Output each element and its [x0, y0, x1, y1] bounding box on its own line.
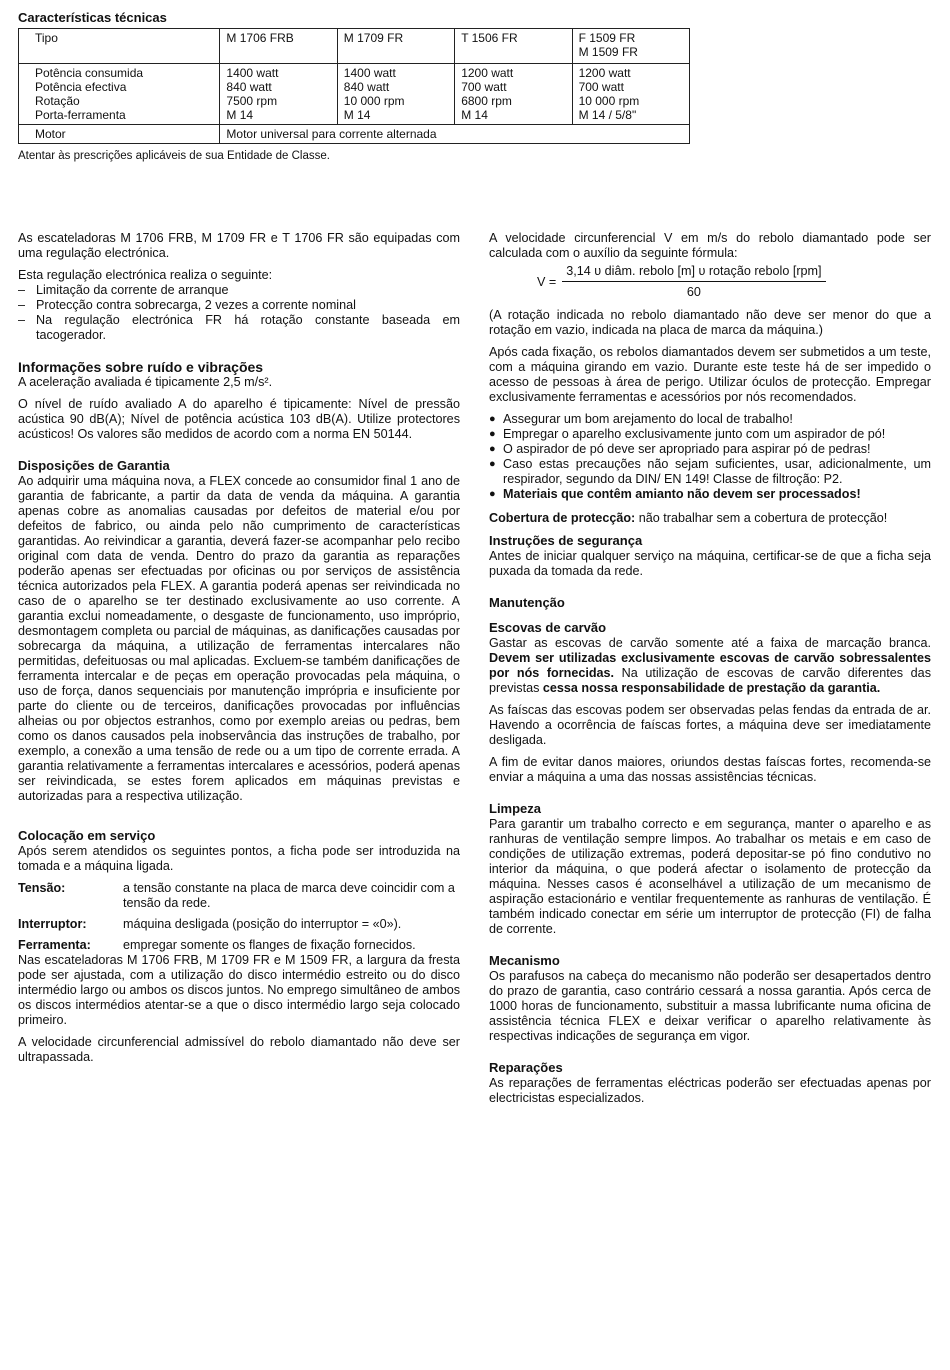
cover-paragraph	[489, 511, 931, 526]
motor-value: Motor universal para corrente alternada	[220, 125, 690, 144]
spec-cell: 1400 watt	[343, 66, 396, 80]
spec-cell: 1400 watt	[226, 66, 279, 80]
formula-intro: A velocidade circunferencial V em m/s do rebolo diamantado pode ser calculada com o auxílio da seguinte fórmula:	[489, 231, 931, 260]
sparks-text-2: A fim de evitar danos maiores, oriundos destas faíscas fortes, recomenda-se enviar a máquina a uma das nossas assistências técnicas.	[489, 755, 931, 784]
spec-labels	[19, 64, 220, 125]
spec-cell: 10 000 rpm	[343, 94, 405, 108]
definition-row	[18, 938, 460, 953]
model-4: F 1509 FR M 1509 FR	[572, 29, 689, 64]
repairs-text: As reparações de ferramentas eléctricas poderão ser efectuadas apenas por electricistas especializados.	[489, 1076, 931, 1105]
brushes-text: Gastar as escovas de carvão somente até a faixa de marcação branca. Devem ser utilizadas exclusivamente escovas de carvão sobressalentes por nós fornecidas. Na utilização de escovas de carvão diferentes das previstas cessa nossa responsabilidade de prestação da garantia.	[489, 636, 931, 695]
spec-cell: 6800 rpm	[461, 94, 512, 108]
spec-cell: 1200 watt	[461, 66, 514, 80]
switch-term: Interruptor:	[18, 917, 87, 931]
brushes-heading: Escovas de carvão	[489, 620, 607, 635]
spec-cell: 840 watt	[343, 80, 390, 94]
formula-numerator: 3,14 υ diâm. rebolo [m] υ rotação rebolo [rpm]	[562, 264, 825, 282]
spec-cell: 700 watt	[578, 80, 624, 94]
list-item: ● Materiais que contêm amianto não devem ser processados!	[489, 487, 861, 501]
spec-col-1	[220, 64, 337, 125]
specs-note: Atentar às prescrições aplicáveis de sua Entidade de Classe.	[18, 150, 330, 162]
formula-lhs: V =	[537, 274, 557, 289]
sparks-text: As faíscas das escovas podem ser observadas pelas fendas da entrada de ar. Havendo a ocorrência de faíscas fortes, a máquina deve ser imediatamente desligada.	[489, 703, 931, 747]
motor-label: Motor	[19, 125, 220, 144]
right-column	[489, 231, 931, 1113]
list-item: ● Empregar o aparelho exclusivamente junto com um aspirador de pó!	[489, 427, 886, 441]
spec-cell: 840 watt	[226, 80, 272, 94]
cover-text: não trabalhar sem a cobertura de protecção!	[638, 511, 888, 525]
spec-col-3	[455, 64, 572, 125]
definition-row	[18, 917, 460, 932]
mechanism-heading: Mecanismo	[489, 953, 560, 968]
model-2: M 1709 FR	[337, 29, 454, 64]
spec-cell: 1200 watt	[578, 66, 631, 80]
switch-definition: máquina desligada (posição do interruptor = «0»).	[123, 917, 402, 931]
spec-cell: 700 watt	[461, 80, 507, 94]
formula-fraction	[562, 264, 825, 300]
left-column	[18, 231, 460, 1072]
definition-row	[18, 881, 460, 911]
warranty-text: Ao adquirir uma máquina nova, a FLEX concede ao consumidor final 1 ano de garantia de fabricante, a partir da data de venda da máquina. A garantia apenas cobre as anomalias causadas por defeitos de material e/ou por defeitos de fabrico, ou ainda pelo não cumprimento de características garantidas. Ao reivindicar a garantia, deverá fazer-se acompanhar pelo recibo original com data de venda. Dentro do prazo da garantia as reparações poderão apenas ser efectuadas por oficinas ou por serviços de assistência técnica autorizados pela FLEX. A garantia poderá apenas ser reivindicada no caso de o aparelho se ter destinado exclusivamente ao uso corrente. A garantia exclui nomeadamente, o desgaste de funcionamento, uso impróprio, desmontagem completa ou parcial de máquinas, as danificações causadas por sobrecarga da máquina, a utilização de ferramentas intercalares não permitidas, defeituosas ou mal aplicadas. Excluem-se também danificações de ferramenta intercalar e de peças em operação provocadas pela máquina, o uso de força, danos sequenciais por manutenção imprópria e insuficiente por parte do cliente ou de terceiros, danificações provocadas por influências alheias ou por objectos estranhos, como por exemplo areias ou pedras, bem como os danos causados pela inobservância das instruções de trabalho, por exemplo, a conexão a uma tensão de rede ou a um tipo de corrente errada. A garantia relativamente a ferramentas intercalares e acessórios, poderá apenas ser reivindicada, se estes forem aplicados em máquinas previstas e autorizadas para a respectiva utilização.	[18, 474, 460, 803]
safety-text: Antes de iniciar qualquer serviço na máquina, certificar-se de que a ficha seja puxada da tomada da rede.	[489, 549, 931, 578]
safety-heading: Instruções de segurança	[489, 533, 643, 548]
list-item: ● Assegurar um bom arejamento do local de trabalho!	[489, 412, 793, 426]
specs-title: Características técnicas	[18, 10, 167, 25]
cleaning-text: Para garantir um trabalho correcto e em segurança, manter o aparelho e as ranhuras de ventilação sempre limpos. Ao trabalhar os metais e em caso de condições de utilização extremas, poderá depositar-se pó fino condutivo no interior da máquina, o que poderá afectar o isolamento de protecção da máquina. Nesses casos é aconselhável a utilização de um mecanismo de aspiração estacionário e ventilar frequentemente as ranhuras de ventilação. É também indicado conectar em série um interruptor de protecção (FI) de falha de corrente.	[489, 817, 931, 936]
spec-cell: 7500 rpm	[226, 94, 278, 108]
list-item: – Limitação da corrente de arranque	[18, 283, 460, 298]
noise-acceleration: A aceleração avaliada é tipicamente 2,5 m/s².	[18, 375, 273, 389]
list-item: – Protecção contra sobrecarga, 2 vezes a corrente nominal	[18, 298, 460, 313]
speed-formula	[537, 264, 931, 300]
cleaning-heading: Limpeza	[489, 801, 542, 816]
repairs-heading: Reparações	[489, 1060, 563, 1075]
tension-definition: a tensão constante na placa de marca deve coincidir com a tensão da rede.	[123, 881, 455, 910]
formula-note: (A rotação indicada no rebolo diamantado não deve ser menor do que a rotação em vazio, indicada na placa de marca da máquina.)	[489, 308, 931, 337]
tool-text: Nas escateladoras M 1706 FRB, M 1709 FR e M 1509 FR, a largura da fresta pode ser ajustada, com a utilização do disco intermédio estreito ou do disco intermédio largo ou ambos os discos juntos. No emprego simultâneo de ambos os discos intermédios atentar-se a que o disco intermédio largo seja colocado primeiro.	[18, 953, 460, 1027]
spec-label-rotation: Rotação	[35, 94, 80, 108]
service-heading: Colocação em serviço	[18, 828, 156, 843]
spec-cell: M 14	[343, 108, 371, 122]
specs-header-row	[19, 29, 690, 64]
regulation-intro: Esta regulação electrónica realiza o seguinte:	[18, 268, 273, 282]
speed-text: A velocidade circunferencial admissível do rebolo diamantado não deve ser ultrapassada.	[18, 1035, 460, 1064]
type-label: Tipo	[19, 29, 220, 64]
service-definitions	[18, 881, 460, 953]
spec-cell: M 14	[226, 108, 254, 122]
intro-paragraph: As escateladoras M 1706 FRB, M 1709 FR e T 1706 FR são equipadas com uma regulação electrónica.	[18, 231, 460, 260]
test-text: Após cada fixação, os rebolos diamantados devem ser submetidos a um teste, com a máquina girando em vazio. Durante este teste há de ser impedido o acesso de pessoas à área de perigo. Utilizar óculos de protecção. Empregar exclusivamente ferramentas e acessórios por nós recomendados.	[489, 345, 931, 404]
safety-bullets	[489, 412, 931, 502]
noise-heading: Informações sobre ruído e vibrações	[18, 359, 264, 375]
list-item: – Na regulação electrónica FR há rotação constante baseada em tacogerador.	[18, 313, 460, 343]
tool-term: Ferramenta:	[18, 938, 91, 952]
maintenance-heading: Manutenção	[489, 595, 565, 610]
service-intro: Após serem atendidos os seguintes pontos, a ficha pode ser introduzida na tomada e a máquina ligada.	[18, 844, 460, 873]
cover-label: Cobertura de protecção:	[489, 511, 636, 525]
spec-cell: M 14 / 5/8"	[578, 108, 637, 122]
regulation-list	[18, 283, 460, 343]
tension-term: Tensão:	[18, 881, 66, 895]
spec-col-2	[337, 64, 454, 125]
motor-row	[19, 125, 690, 144]
spec-cell: M 14	[461, 108, 488, 122]
spec-label-power-in: Potência consumida	[35, 66, 144, 80]
mechanism-text: Os parafusos na cabeça do mecanismo não poderão ser desapertados dentro do prazo de garantia, caso contrário cessará a nossa garantia. Após cerca de 1000 horas de funcionamento, substituir a massa lubrificante numa oficina de assistência técnica FLEX e deixar verificar o aparelho relativamente às respectivas indicações de segurança em vigor.	[489, 969, 931, 1043]
noise-level: O nível de ruído avaliado A do aparelho é tipicamente: Nível de pressão acústica 90 dB(A); Nível de potência acústica 103 dB(A). Utilize protectores acústicos! Os valores são medidos de acordo com a norma EN 50144.	[18, 397, 460, 441]
specs-values-row	[19, 64, 690, 125]
model-1: M 1706 FRB	[220, 29, 337, 64]
spec-label-power-out: Potência efectiva	[35, 80, 127, 94]
spec-cell: 10 000 rpm	[578, 94, 640, 108]
list-item: ● Caso estas precauções não sejam suficientes, usar, adicionalmente, um respirador, segundo da DIN/ EN 149! Classe de filtroção: P2.	[489, 457, 931, 486]
formula-denominator: 60	[686, 285, 701, 299]
tool-definition: empregar somente os flanges de fixação fornecidos.	[123, 938, 416, 952]
model-3: T 1506 FR	[455, 29, 572, 64]
list-item: ● O aspirador de pó deve ser apropriado para aspirar pó de pedras!	[489, 442, 871, 456]
specs-table	[18, 28, 690, 144]
spec-col-4	[572, 64, 689, 125]
spec-label-holder: Porta-ferramenta	[35, 108, 126, 122]
warranty-heading: Disposições de Garantia	[18, 458, 170, 473]
